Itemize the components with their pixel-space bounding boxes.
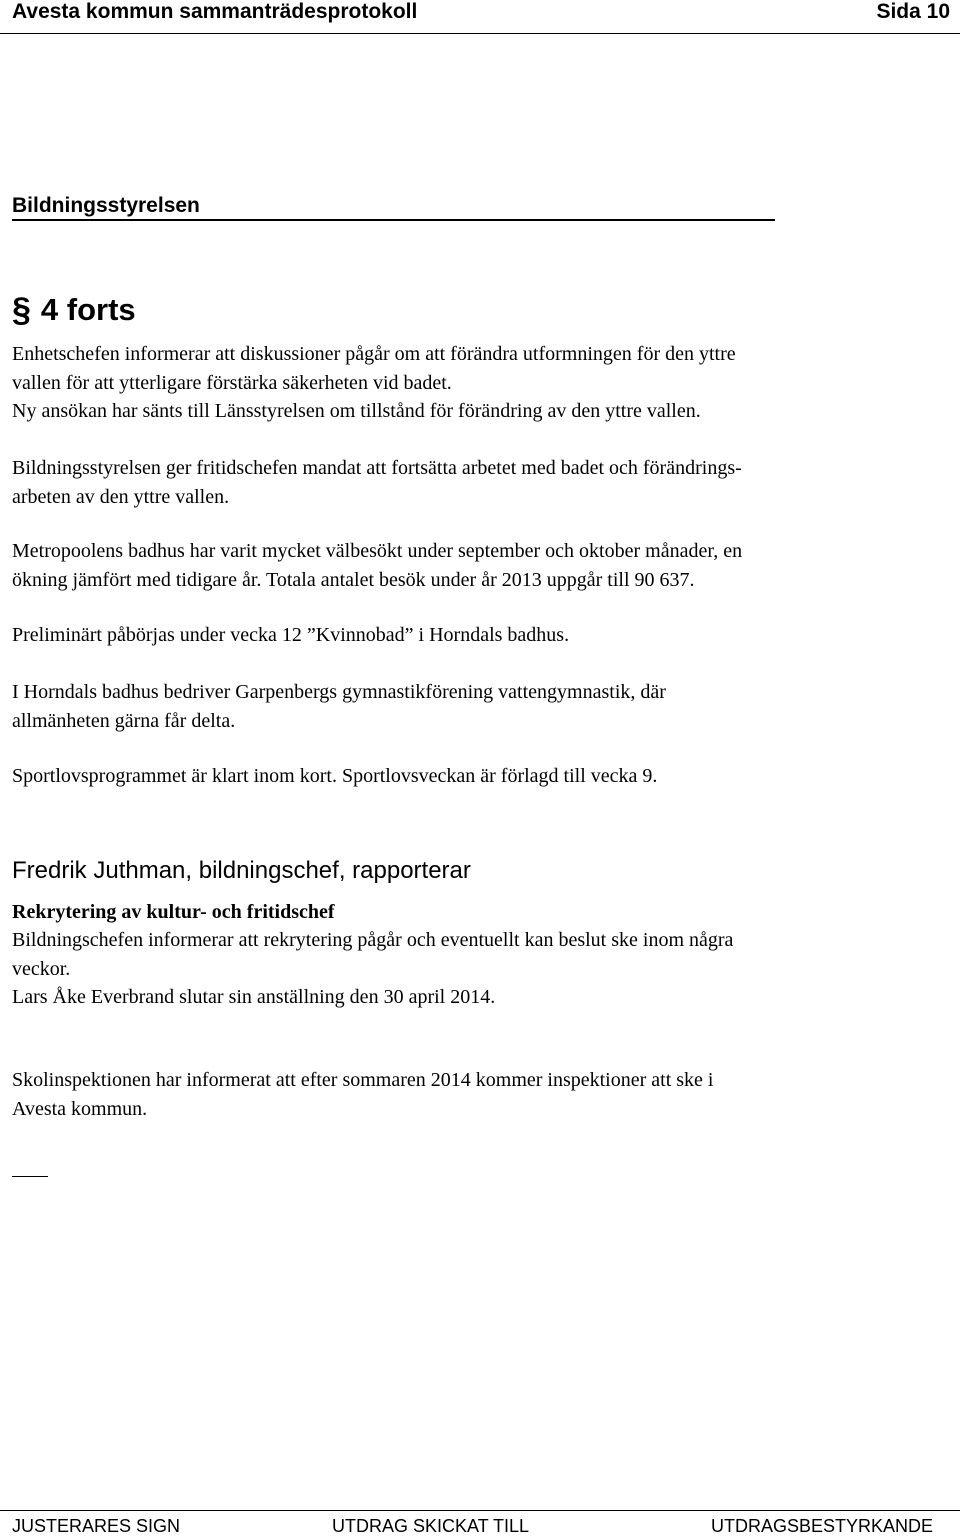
footer-justerares-sign: JUSTERARES SIGN xyxy=(12,1516,181,1536)
paragraph-2 xyxy=(12,454,912,511)
paragraph-heading xyxy=(12,290,136,330)
text-line: Skolinspektionen har informerat att efter sommaren 2014 kommer inspektioner att ske i xyxy=(12,1069,714,1091)
text-line: Lars Åke Everbrand slutar sin anställning den 30 april 2014. xyxy=(12,986,496,1008)
footer-divider xyxy=(0,1510,960,1511)
text-line: Preliminärt påbörjas under vecka 12 ”Kvinnobad” i Horndals badhus. xyxy=(12,624,570,646)
paragraph-number: 4 forts xyxy=(40,292,136,327)
paragraph-5 xyxy=(12,678,912,735)
footer-utdrag-skickat: UTDRAG SKICKAT TILL xyxy=(332,1516,530,1536)
subheading: Rekrytering av kultur- och fritidschef xyxy=(12,901,335,923)
text-line: Metropoolens badhus har varit mycket välbesökt under september och oktober månader, en xyxy=(12,540,743,562)
reporter-heading: Fredrik Juthman, bildningschef, rapporterar xyxy=(12,857,471,884)
text-line: I Horndals badhus bedriver Garpenbergs gymnastikförening vattengymnastik, där xyxy=(12,681,666,703)
paragraph-mark: § xyxy=(12,291,31,329)
paragraph-3 xyxy=(12,537,912,594)
text-line: vallen för att ytterligare förstärka säkerheten vid badet. xyxy=(12,371,452,394)
text-line: Enhetschefen informerar att diskussioner pågår om att förändra utformningen för den yttre xyxy=(12,343,736,365)
section-title: Bildningsstyrelsen xyxy=(12,194,200,217)
text-line: Bildningschefen informerar att rekrytering pågår och eventuellt kan beslut ske inom några xyxy=(12,929,734,951)
text-line: veckor. xyxy=(12,957,71,980)
end-divider xyxy=(12,1176,48,1177)
paragraph-6 xyxy=(12,762,912,791)
paragraph-4 xyxy=(12,621,912,650)
text-line: Ny ansökan har sänts till Länsstyrelsen om tillstånd för förändring av den yttre vallen. xyxy=(12,400,701,422)
header-title: Avesta kommun sammanträdesprotokoll xyxy=(12,0,418,23)
text-line: allmänheten gärna får delta. xyxy=(12,709,236,732)
text-line: Bildningsstyrelsen ger fritidschefen mandat att fortsätta arbetet med badet och förändrings- xyxy=(12,457,742,479)
paragraph-8 xyxy=(12,1066,912,1123)
section-underline xyxy=(12,219,775,221)
text-line: ökning jämfört med tidigare år. Totala antalet besök under år 2013 uppgår till 90 637. xyxy=(12,568,695,591)
header-divider xyxy=(0,33,960,34)
page-number: Sida 10 xyxy=(876,0,950,23)
paragraph-7 xyxy=(12,926,912,1012)
footer-utdragsbestyrkande: UTDRAGSBESTYRKANDE xyxy=(710,1516,933,1536)
text-line: arbeten av den yttre vallen. xyxy=(12,485,230,508)
paragraph-1 xyxy=(12,340,912,426)
text-line: Sportlovsprogrammet är klart inom kort. Sportlovsveckan är förlagd till vecka 9. xyxy=(12,765,658,787)
text-line: Avesta kommun. xyxy=(12,1097,148,1120)
